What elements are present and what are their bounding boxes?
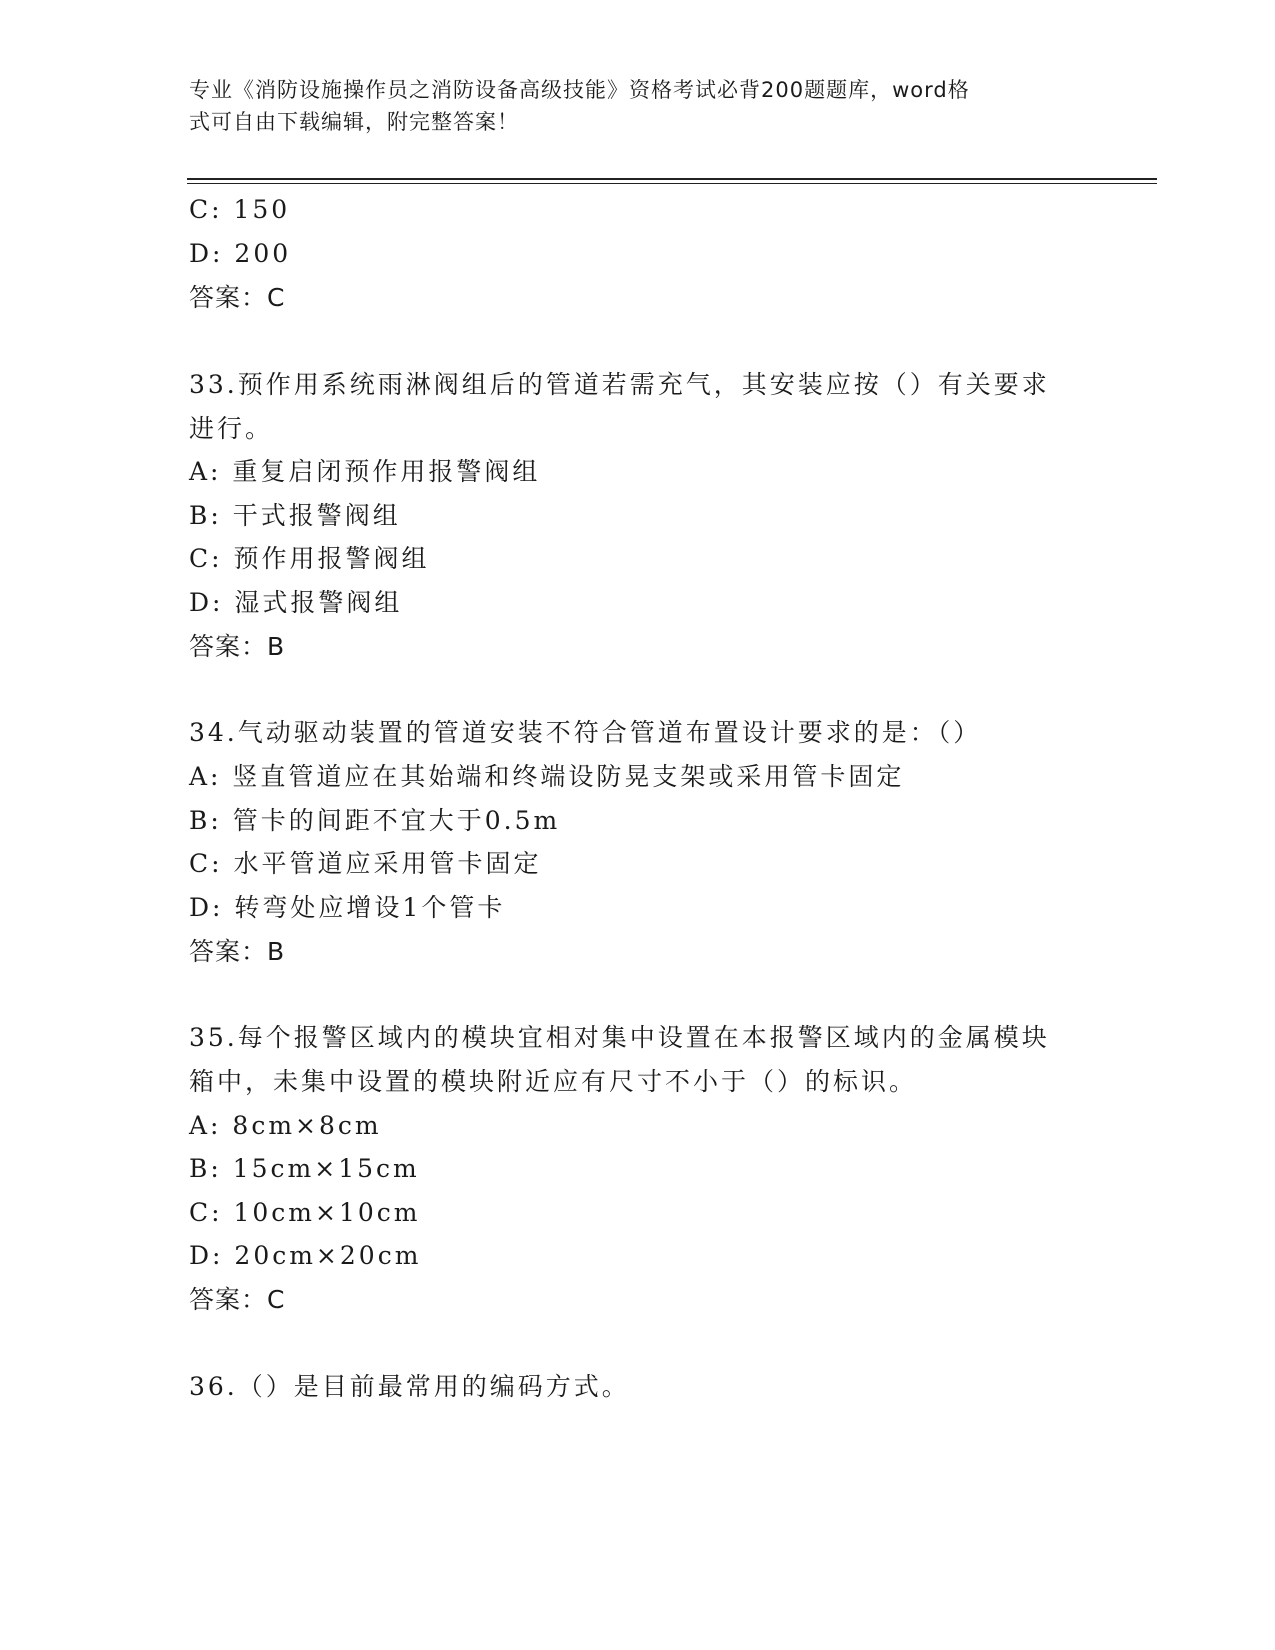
q35-option-d: D: 20cm×20cm bbox=[189, 1241, 422, 1270]
q34-stem-line-1: 34.气动驱动装置的管道安装不符合管道布置设计要求的是：（） bbox=[189, 718, 982, 747]
document-header bbox=[189, 74, 1089, 138]
q35-option-b: B: 15cm×15cm bbox=[189, 1154, 420, 1183]
q33-option-c: C: 预作用报警阀组 bbox=[189, 544, 430, 573]
q33-answer: 答案：B bbox=[189, 632, 286, 661]
q33-stem-line-2: 进行。 bbox=[189, 414, 274, 443]
q33-stem-line-1: 33.预作用系统雨淋阀组后的管道若需充气，其安装应按（）有关要求 bbox=[189, 370, 1050, 399]
q35-option-c: C: 10cm×10cm bbox=[189, 1198, 421, 1227]
q33-option-d: D: 湿式报警阀组 bbox=[189, 588, 403, 617]
q34-option-c: C: 水平管道应采用管卡固定 bbox=[189, 849, 542, 878]
header-line-1: 专业《消防设施操作员之消防设备高级技能》资格考试必背200题题库，word格 bbox=[189, 78, 970, 102]
q33-option-a: A: 重复启闭预作用报警阀组 bbox=[189, 457, 541, 486]
q35-stem-line-2: 箱中，未集中设置的模块附近应有尺寸不小于（）的标识。 bbox=[189, 1067, 918, 1096]
header-line-2: 式可自由下载编辑，附完整答案！ bbox=[189, 110, 519, 134]
prev-option-c: C: 150 bbox=[189, 195, 291, 224]
q34-option-d: D: 转弯处应增设1个管卡 bbox=[189, 893, 506, 922]
q34-option-a: A: 竖直管道应在其始端和终端设防晃支架或采用管卡固定 bbox=[189, 762, 905, 791]
q35-option-a: A: 8cm×8cm bbox=[189, 1111, 382, 1140]
header-divider-thick bbox=[187, 178, 1157, 180]
q34-option-b: B: 管卡的间距不宜大于0.5m bbox=[189, 806, 561, 835]
q35-stem-line-1: 35.每个报警区域内的模块宜相对集中设置在本报警区域内的金属模块 bbox=[189, 1023, 1050, 1052]
header-divider-thin bbox=[187, 183, 1157, 184]
q34-answer: 答案：B bbox=[189, 937, 286, 966]
prev-option-d: D: 200 bbox=[189, 239, 292, 268]
prev-answer: 答案：C bbox=[189, 283, 286, 312]
q36-stem-line-1: 36.（）是目前最常用的编码方式。 bbox=[189, 1372, 630, 1401]
q33-option-b: B: 干式报警阀组 bbox=[189, 501, 401, 530]
q35-answer: 答案：C bbox=[189, 1285, 286, 1314]
